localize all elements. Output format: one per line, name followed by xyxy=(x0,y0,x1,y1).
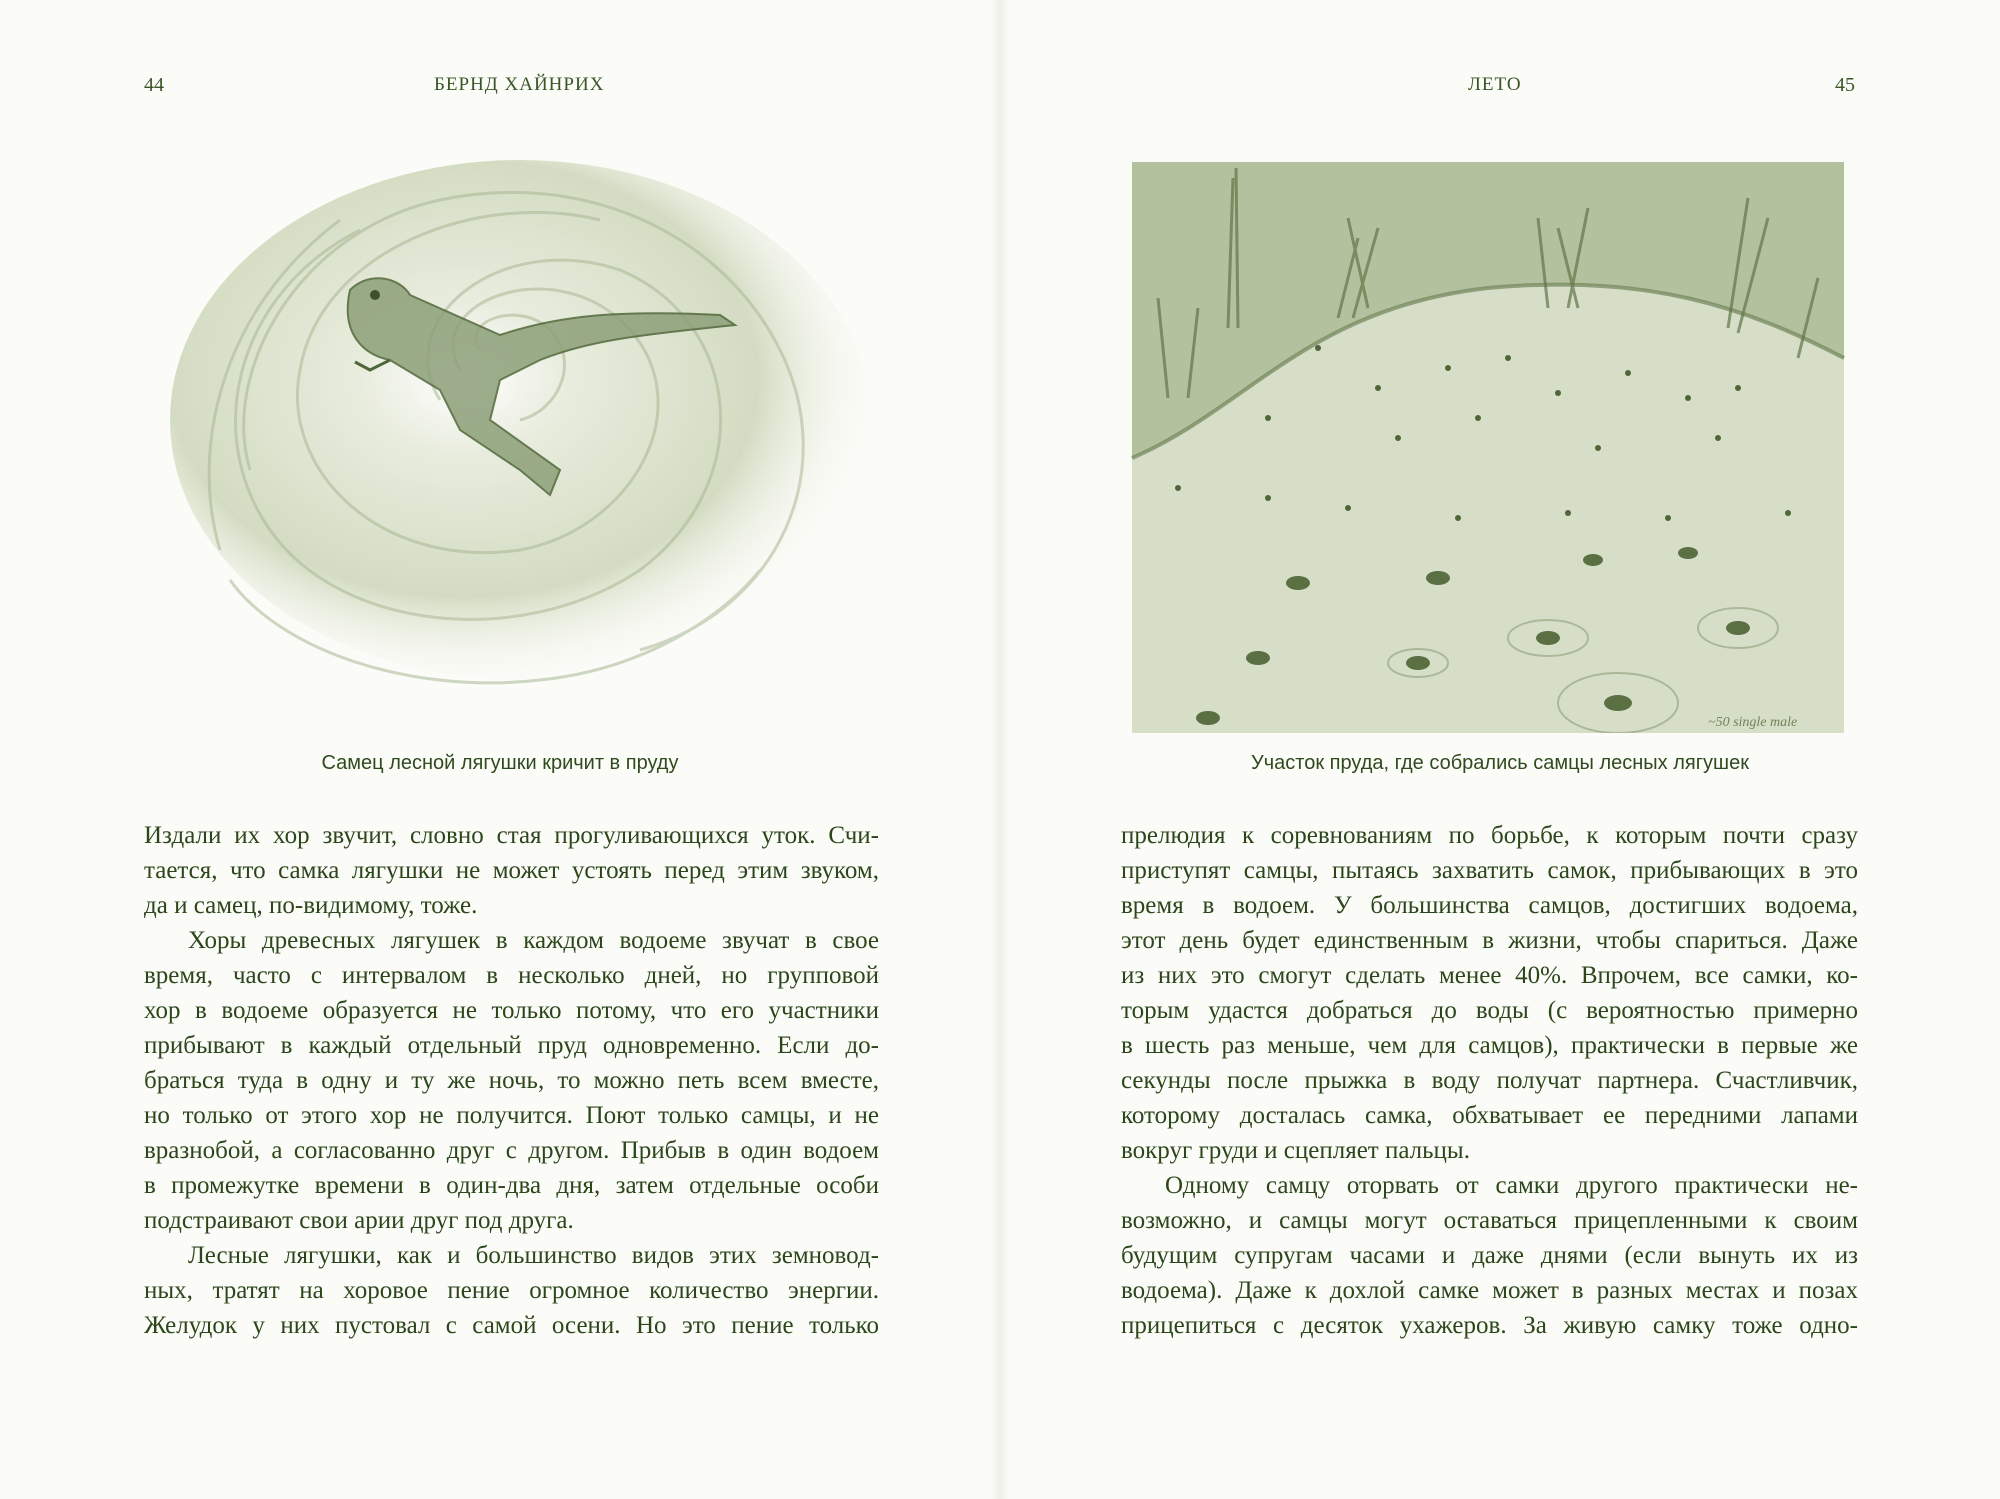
text-line: из них это смогут сделать менее 40%. Впрочем, все самки, ко- xyxy=(1121,962,1858,989)
text-line: браться туда в одну и ту же ночь, то можно петь всем вместе, xyxy=(144,1067,879,1094)
body-text xyxy=(1121,818,1858,1343)
text-line: Лесные лягушки, как и большинство видов этих земновод- xyxy=(188,1242,879,1269)
text-line: секунды после прыжка в воду получат партнера. Счастливчик, xyxy=(1121,1067,1858,1094)
text-line: ных, тратят на хоровое пение огромное количество энергии. xyxy=(144,1277,879,1304)
text-line: в промежутке времени в один-два дня, затем отдельные особи xyxy=(144,1172,879,1199)
figure-caption: Самец лесной лягушки кричит в пруду xyxy=(321,752,679,774)
text-line: Одному самцу оторвать от самки другого практически не- xyxy=(1165,1172,1858,1199)
text-line: Хоры древесных лягушек в каждом водоеме звучат в свое xyxy=(188,927,879,954)
text-line: этот день будет единственным в жизни, чтобы спариться. Даже xyxy=(1121,927,1858,954)
frog-in-pond-illustration xyxy=(160,150,880,710)
text-line: прибывают в каждый отдельный пруд одновременно. Если до- xyxy=(144,1032,879,1059)
running-header: ЛЕТО xyxy=(1468,74,1522,95)
text-line: но только от этого хор не получится. Поют только самцы, и не xyxy=(144,1102,879,1129)
text-line: в шесть раз меньше, чем для самцов), практически в первые же xyxy=(1121,1032,1858,1059)
text-line: водоема). Даже к дохлой самке может в разных местах и позах xyxy=(1121,1277,1858,1304)
text-line: которому досталась самка, обхватывает ее передними лапами xyxy=(1121,1102,1858,1129)
page-number: 44 xyxy=(144,74,164,96)
body-text xyxy=(144,818,879,1343)
text-line: хор в водоеме образуется не только потому, что его участники xyxy=(144,997,879,1024)
running-header: БЕРНД ХАЙНРИХ xyxy=(434,74,605,95)
text-line: будущим супругам часами и даже днями (если вынуть их из xyxy=(1121,1242,1858,1269)
text-line: приступят самцы, пытаясь захватить самок, прибывающих в это xyxy=(1121,857,1858,884)
text-line: время в водоем. У большинства самцов, достигших водоема, xyxy=(1121,892,1858,919)
text-line: да и самец, по-видимому, тоже. xyxy=(144,892,478,919)
text-line: Желудок у них пустовал с самой осени. Но это пение только xyxy=(144,1312,879,1339)
figure-caption: Участок пруда, где собрались самцы лесных лягушек xyxy=(1251,752,1749,774)
pond-frogs-illustration xyxy=(1128,158,1848,733)
text-line: Издали их хор звучит, словно стая прогуливающихся уток. Счи- xyxy=(144,822,879,849)
text-line: вразнобой, а согласованно друг с другом. Прибыв в один водоем xyxy=(144,1137,879,1164)
sketch-handwritten-note: ~50 single male xyxy=(1708,715,1798,730)
text-line: прицепиться с десяток ухажеров. За живую самку тоже одно- xyxy=(1121,1312,1858,1339)
text-line: тается, что самка лягушки не может устоять перед этим звуком, xyxy=(144,857,879,884)
page-number: 45 xyxy=(1835,74,1855,96)
right-page xyxy=(1000,0,2000,1499)
text-line: торым удастся добраться до воды (с вероятностью примерно xyxy=(1121,997,1858,1024)
text-line: возможно, и самцы могут оставаться прицепленными к своим xyxy=(1121,1207,1858,1234)
text-line: время, часто с интервалом в несколько дней, но групповой xyxy=(144,962,879,989)
text-line: вокруг груди и сцепляет пальцы. xyxy=(1121,1137,1470,1164)
text-line: подстраивают свои арии друг под друга. xyxy=(144,1207,574,1234)
text-line: прелюдия к соревнованиям по борьбе, к которым почти сразу xyxy=(1121,822,1858,849)
